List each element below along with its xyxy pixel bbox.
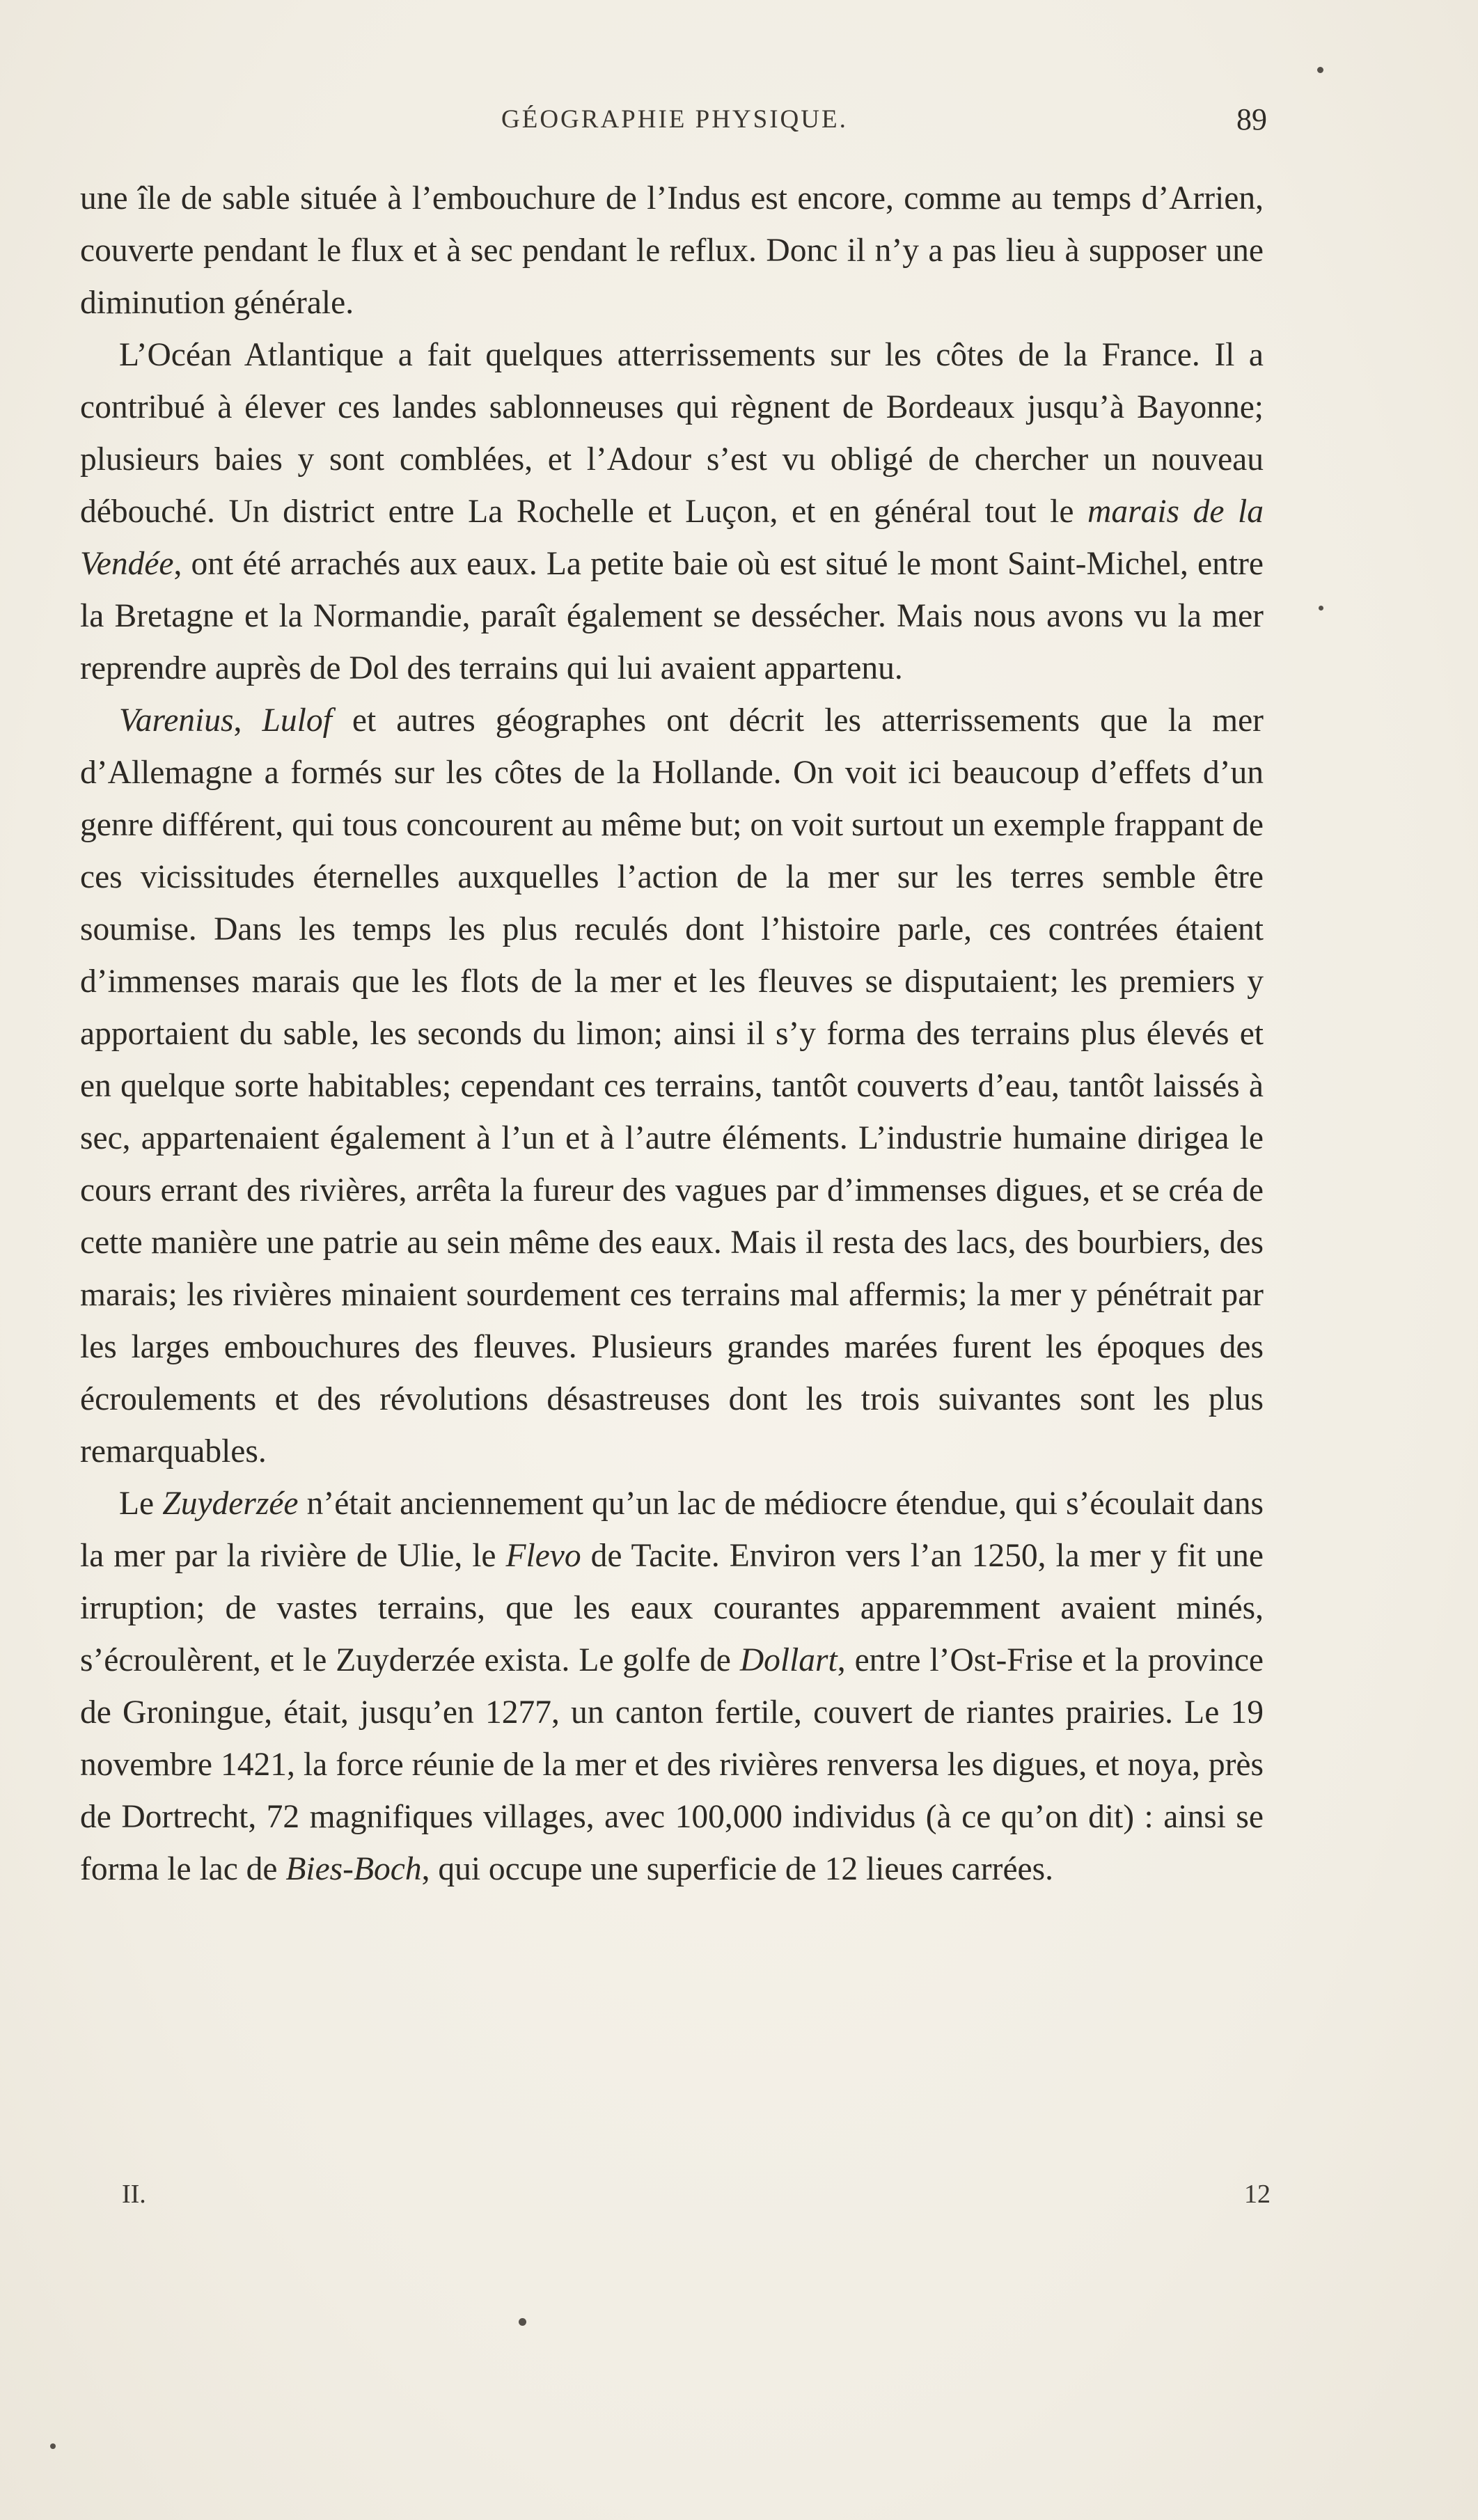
- text-run: de Tacite. Environ vers l’an 1250, la mer y fit une irruption; de vastes terrains, que les eaux courantes apparemment avaient minés, s’écroulèrent, et le Zuyderzée exista. Le golfe de: [80, 1538, 1264, 1678]
- paper-speck: [50, 2443, 56, 2449]
- page-footer: [122, 2179, 1271, 2221]
- text-run: et autres géographes ont décrit les atterrissements que la mer d’Allemagne a formés sur les côtes de la Hollande. On voit ici beaucoup d’effets d’un genre différent, qui tous concourent au même but; on voit surtout un exemple frappant de ces vicissitudes éternelles auxquelles l’action de la mer sur les terres semble être soumise. Dans les temps les plus reculés dont l’histoire parle, ces contrées étaient d’immenses marais que les flots de la mer et les fleuves se disputaient; les premiers y apportaient du sable, les seconds du limon; ainsi il s’y forma des terrains plus élevés et en quelque sorte habitables; cependant ces terrains, tantôt couverts d’eau, tantôt laissés à sec, appartenaient également à l’un et à l’autre éléments. L’industrie humaine dirigea le cours errant des rivières, arrêta la fureur des vagues par d’immenses digues, et se créa de cette manière une patrie au sein même des eaux. Mais il resta des lacs, des bourbiers, des marais; les rivières minaient sourdement ces terrains mal affermis; la mer y pénétrait par les larges embouchures des fleuves. Plusieurs grandes marées furent les époques des écroulements et des révolutions désastreuses dont les trois suivantes sont les plus remarquables.: [80, 702, 1264, 1470]
- running-head: GÉOGRAPHIE PHYSIQUE.: [501, 105, 848, 134]
- text-run: , qui occupe une superficie de 12 lieues carrées.: [421, 1851, 1053, 1887]
- text-run: ,: [233, 702, 262, 739]
- italic-term: Varenius: [119, 702, 234, 739]
- signature-mark: 12: [1244, 2180, 1271, 2209]
- text-run: , entre l’Ost-Frise et la province de Groningue, était, jusqu’en 1277, un canton fertile, couvert de riantes prairies. Le 19 novembre 1421, la force réunie de la mer et des rivières renversa les digues, et noya, près de Dortrecht, 72 magnifiques villages, avec 100,000 individus (à ce qu’on dit) : ainsi se forma le lac de: [80, 1642, 1264, 1887]
- volume-mark: II.: [122, 2180, 146, 2209]
- italic-term: Dollart: [739, 1642, 838, 1678]
- paragraph: [80, 173, 1264, 329]
- paper-speck: [1319, 606, 1323, 611]
- text-run: L’Océan Atlantique a fait quelques atterrissements sur les côtes de la France. Il a contribué à élever ces landes sablonneuses qui règnent de Bordeaux jusqu’à Bayonne; plusieurs baies y sont comblées, et l’Adour s’est vu obligé de chercher un nouveau débouché. Un district entre La Rochelle et Luçon, et en général tout le: [80, 337, 1264, 530]
- text-run: une île de sable située à l’embouchure de l’Indus est encore, comme au temps d’Arrien, couverte pendant le flux et à sec pendant le reflux. Donc il n’y a pas lieu à supposer une diminution générale.: [80, 180, 1264, 321]
- italic-term: Zuyderzée: [162, 1486, 299, 1522]
- text-run: Le: [119, 1486, 163, 1522]
- text-run: n’était anciennement qu’un lac de médiocre étendue, qui s’écoulait dans la mer par la rivière de Ulie, le: [80, 1486, 1264, 1574]
- paper-speck: [519, 2318, 526, 2326]
- text-run: , ont été arrachés aux eaux. La petite baie où est situé le mont Saint-Michel, entre la Bretagne et la Normandie, paraît également se dessécher. Mais nous avons vu la mer reprendre auprès de Dol des terrains qui lui avaient appartenu.: [80, 546, 1264, 686]
- paragraph: [80, 1478, 1264, 1896]
- page-header: [501, 104, 1267, 146]
- page-number: 89: [1236, 102, 1267, 136]
- italic-term: Bies-Boch: [285, 1851, 422, 1887]
- paragraph: [80, 695, 1264, 1478]
- italic-term: Lulof: [262, 702, 332, 739]
- italic-term: Flevo: [505, 1538, 581, 1574]
- body-text: [80, 173, 1264, 1896]
- italic-term: marais de la Vendée: [80, 494, 1264, 582]
- paragraph: [80, 329, 1264, 695]
- paper-speck: [1317, 67, 1323, 73]
